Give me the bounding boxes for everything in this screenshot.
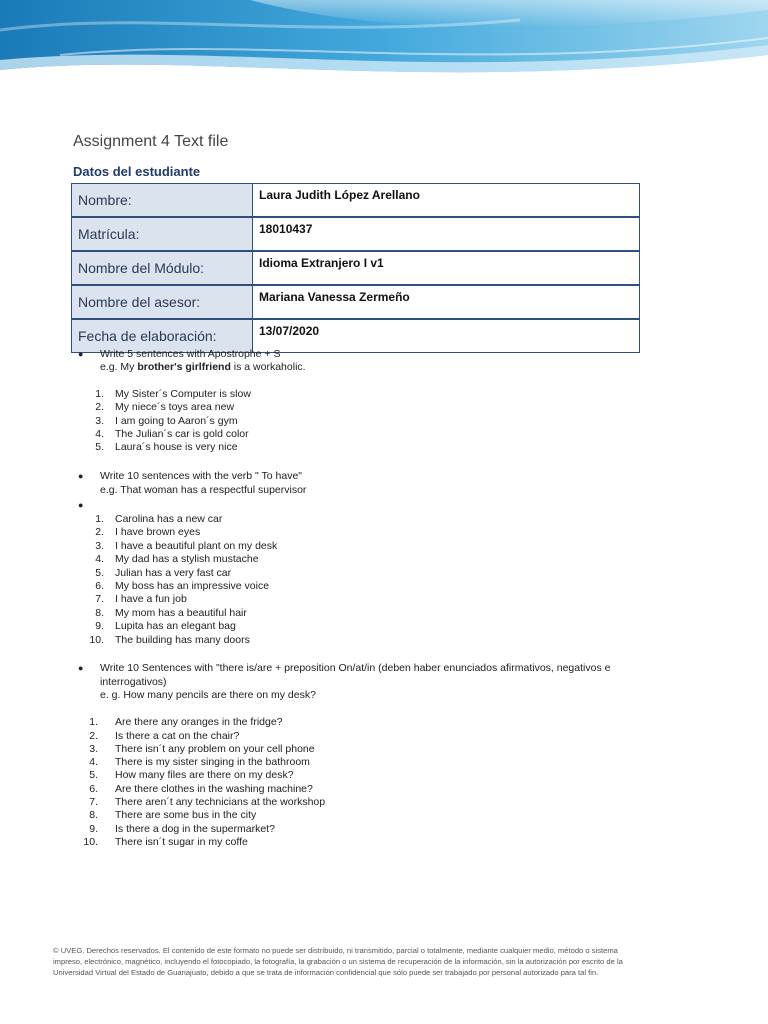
list-number: 3. xyxy=(95,415,104,427)
list-number: 6. xyxy=(89,783,98,795)
list-item: Is there a cat on the chair? xyxy=(115,730,240,742)
section3-instruction: Write 10 Sentences with "there is/are + preposition On/at/in (deben haber enunciados afirmativos, negativos e xyxy=(100,662,611,674)
list-item: There is my sister singing in the bathroom xyxy=(115,756,310,768)
table-value: Idioma Extranjero I v1 xyxy=(253,251,640,285)
list-item: My niece´s toys area new xyxy=(115,401,235,413)
list-number: 1. xyxy=(95,388,104,400)
list-number: 3. xyxy=(95,540,104,552)
list-item: Are there any oranges in the fridge? xyxy=(115,716,283,728)
list-item: My mom has a beautiful hair xyxy=(115,607,247,619)
list-item: My Sister´s Computer is slow xyxy=(115,388,251,400)
example-prefix: e.g. My xyxy=(100,361,138,373)
list-number: 5. xyxy=(89,769,98,781)
table-value: Laura Judith López Arellano xyxy=(253,184,640,218)
list-item: Julian has a very fast car xyxy=(115,567,232,579)
list-number: 2. xyxy=(89,730,98,742)
section2-instruction: Write 10 sentences with the verb " To have" xyxy=(100,470,303,482)
section1-instruction: Write 5 sentences with Apostrophe + S xyxy=(100,348,281,360)
list-item: My boss has an impressive voice xyxy=(115,580,270,592)
table-value: 18010437 xyxy=(253,217,640,251)
list-number: 7. xyxy=(95,593,104,605)
bullet-icon: ● xyxy=(78,471,84,481)
list-number: 10. xyxy=(89,634,104,646)
list-number: 4. xyxy=(95,553,104,565)
table-label: Nombre del asesor: xyxy=(72,285,253,319)
list-item: I am going to Aaron´s gym xyxy=(115,415,238,427)
section3-instruction-cont: interrogativos) xyxy=(100,676,167,688)
list-number: 4. xyxy=(95,428,104,440)
section-title: Datos del estudiante xyxy=(73,164,201,179)
list-number: 2. xyxy=(95,401,104,413)
list-item: Lupita has an elegant bag xyxy=(115,620,236,632)
list-item: Laura´s house is very nice xyxy=(115,441,238,453)
list-item: There aren´t any technicians at the workshop xyxy=(115,796,326,808)
list-item: The building has many doors xyxy=(115,634,250,646)
table-row xyxy=(72,251,640,285)
list-number: 7. xyxy=(89,796,98,808)
copyright-footer xyxy=(53,945,718,978)
footer-line: impreso, electrónico, magnético, incluyendo el fotocopiado, la fotografía, la grabación o un sistema de recuperación de la información, sin la autorización por escrito de la xyxy=(53,957,623,966)
list-number: 9. xyxy=(89,823,98,835)
list-number: 8. xyxy=(89,809,98,821)
list-item: I have brown eyes xyxy=(115,526,201,538)
list-item: My dad has a stylish mustache xyxy=(115,553,259,565)
example-bold: brother's girlfriend xyxy=(137,361,231,373)
list-item: I have a fun job xyxy=(115,593,187,605)
list-number: 4. xyxy=(89,756,98,768)
table-value: Mariana Vanessa Zermeño xyxy=(253,285,640,319)
list-item: How many files are there on my desk? xyxy=(115,769,294,781)
list-item: There isn´t any problem on your cell phone xyxy=(115,743,315,755)
list-item: The Julian´s car is gold color xyxy=(115,428,249,440)
table-value: 13/07/2020 xyxy=(253,319,640,353)
list-number: 1. xyxy=(89,716,98,728)
list-number: 10. xyxy=(83,836,98,848)
section1-example xyxy=(100,361,306,374)
table-label: Nombre del Módulo: xyxy=(72,251,253,285)
footer-line: © UVEG. Derechos reservados. El contenido de este formato no puede ser distribuido, ni transmitido, parcial o totalmente, mediante cualquier medio, método o sistema xyxy=(53,946,618,955)
list-item: Is there a dog in the supermarket? xyxy=(115,823,275,835)
header-banner xyxy=(0,0,768,100)
student-data-table xyxy=(71,183,640,353)
table-label: Matrícula: xyxy=(72,217,253,251)
bullet-icon: ● xyxy=(78,500,84,510)
table-row xyxy=(72,217,640,251)
bullet-icon: ● xyxy=(78,349,84,359)
list-number: 6. xyxy=(95,580,104,592)
list-number: 2. xyxy=(95,526,104,538)
list-item: Are there clothes in the washing machine? xyxy=(115,783,313,795)
list-item: I have a beautiful plant on my desk xyxy=(115,540,278,552)
footer-line: Universidad Virtual del Estado de Guanajuato, debido a que se trata de información confidencial que sólo puede ser trabajado por personal autorizado para tal fin. xyxy=(53,968,599,977)
list-number: 1. xyxy=(95,513,104,525)
page-title: Assignment 4 Text file xyxy=(73,133,229,150)
section2-example: e.g. That woman has a respectful supervisor xyxy=(100,484,307,496)
example-suffix: is a workaholic. xyxy=(230,361,306,373)
list-item: Carolina has a new car xyxy=(115,513,223,525)
table-label: Nombre: xyxy=(72,184,253,218)
table-label: Fecha de elaboración: xyxy=(72,319,253,353)
list-number: 3. xyxy=(89,743,98,755)
table-row xyxy=(72,285,640,319)
list-number: 5. xyxy=(95,441,104,453)
list-number: 8. xyxy=(95,607,104,619)
list-number: 9. xyxy=(95,620,104,632)
list-item: There isn´t sugar in my coffe xyxy=(115,836,248,848)
bullet-icon: ● xyxy=(78,663,84,673)
list-item: There are some bus in the city xyxy=(115,809,257,821)
section3-example: e. g. How many pencils are there on my desk? xyxy=(100,689,316,701)
list-number: 5. xyxy=(95,567,104,579)
table-row xyxy=(72,184,640,218)
